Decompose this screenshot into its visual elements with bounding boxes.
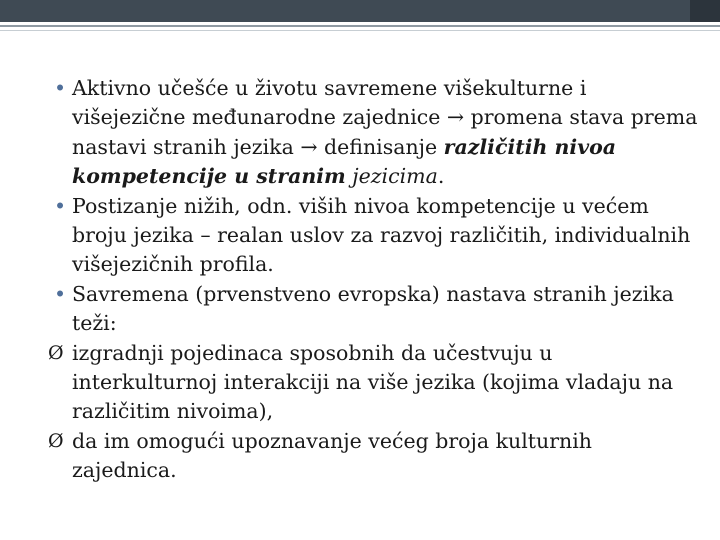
header-band	[0, 0, 720, 22]
bullet-text: Savremena (prvenstveno evropska) nastava stranih jezika teži:	[72, 281, 674, 336]
bullet-item	[48, 192, 698, 280]
italic-text: jezicima	[345, 164, 438, 189]
arrow-bullet-icon: Ø	[48, 429, 64, 452]
subitem-text: da im omogući upoznavanje većeg broja kulturnih zajednica.	[72, 428, 592, 483]
bullet-dot-icon: •	[54, 76, 67, 100]
bullet-text-end: .	[437, 164, 445, 189]
bullet-dot-icon: •	[54, 193, 67, 218]
subitem-text: izgradnji pojedinaca sposobnih da učestvuju u interkulturnoj interakciji na više jezika (kojima vladaju na različitim nivoima),	[72, 340, 674, 424]
arrow-subitem	[48, 339, 698, 427]
bullet-item	[48, 280, 698, 339]
arrow-subitem	[48, 427, 698, 486]
header-divider-thin-line	[0, 30, 720, 31]
emphasized-text: različitih nivoa kompetencije u stranim	[72, 134, 617, 189]
bullet-item	[48, 74, 698, 192]
slide-body	[48, 74, 698, 486]
header-divider-line	[0, 25, 720, 27]
bullet-text: Aktivno učešće u životu savremene višekulturne i višejezične međunarodne zajednice → promena stava prema nastavi stranih jezika → definisanje	[72, 76, 698, 159]
bullet-dot-icon: •	[54, 281, 67, 306]
header-accent-block	[690, 0, 720, 22]
arrow-bullet-icon: Ø	[48, 341, 64, 364]
bullet-text: Postizanje nižih, odn. viših nivoa kompetencije u većem broju jezika – realan uslov za razvoj različitih, individualnih višejezičnih profila.	[72, 193, 691, 277]
